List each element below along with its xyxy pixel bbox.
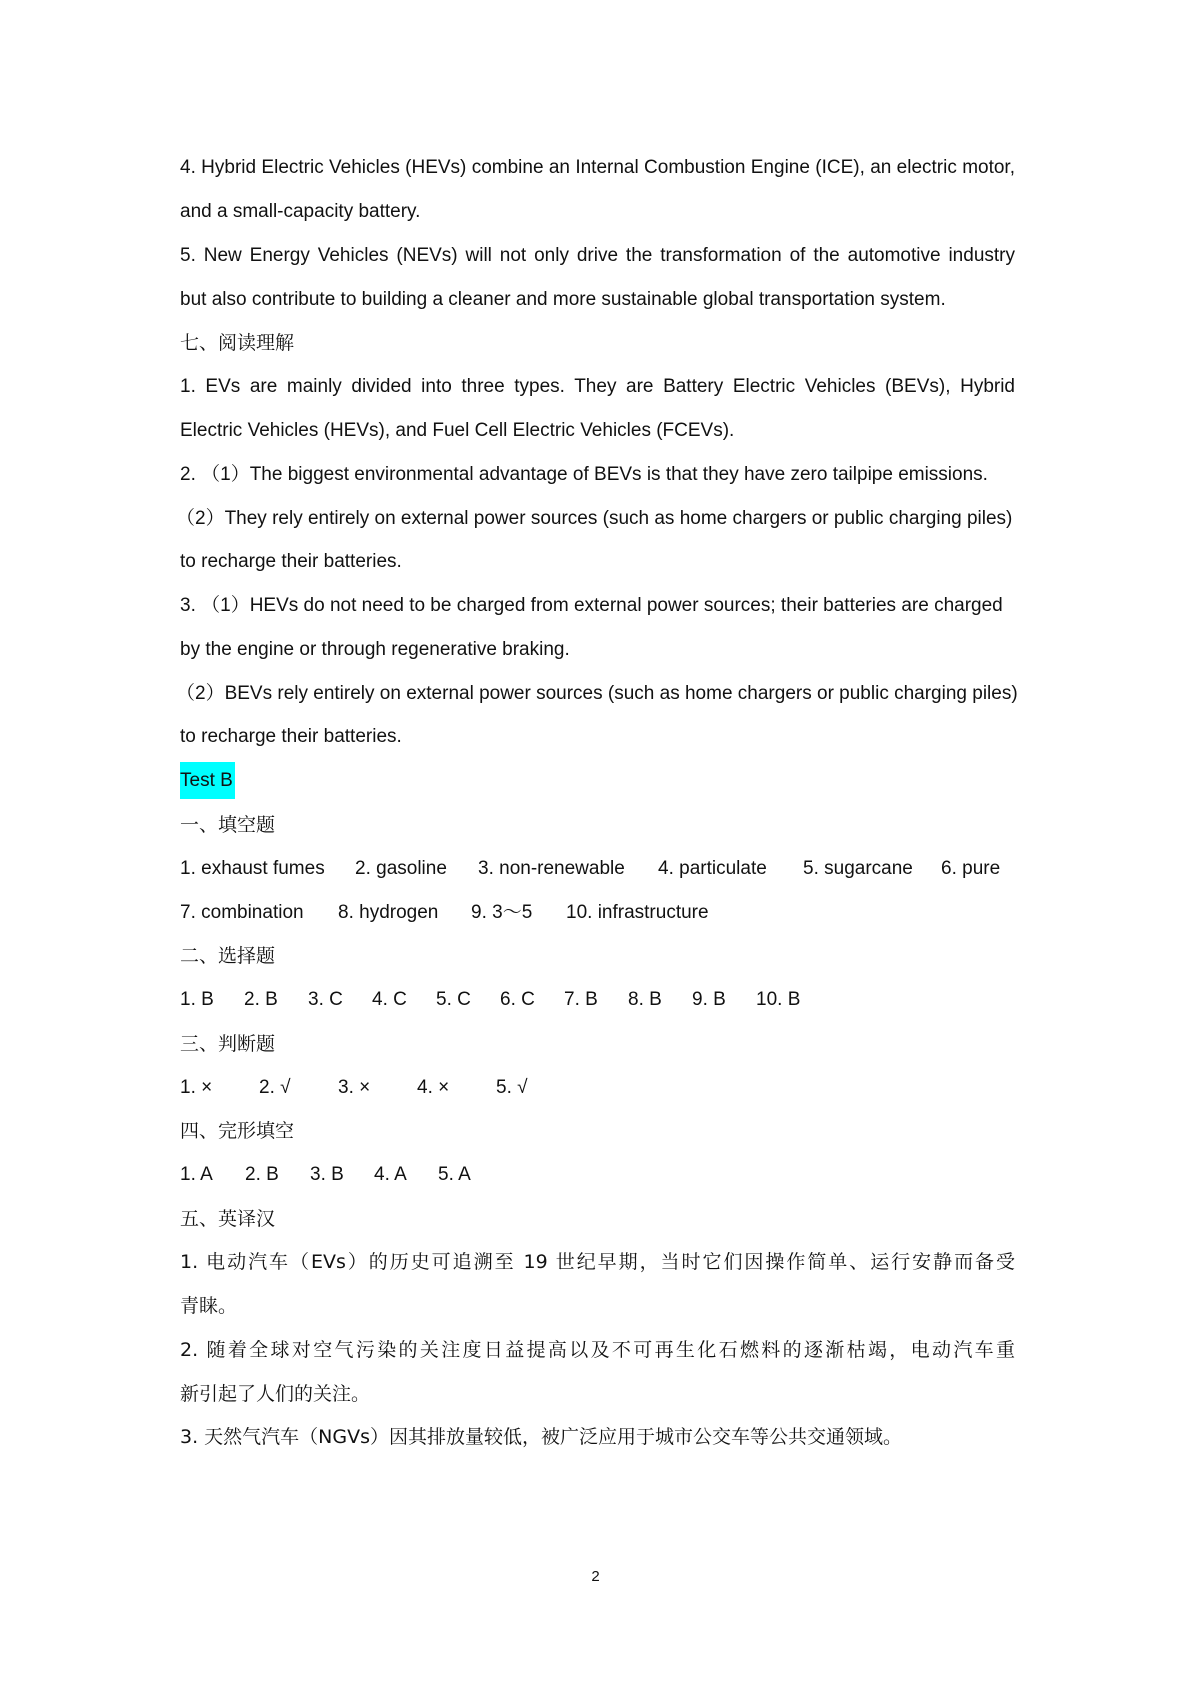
cloze-answers-row [180,1163,1015,1187]
cloze-answer: 1. A [180,1164,213,1185]
fill-answer: 9. 3～5 [471,902,533,923]
section-heading-choice: 二、选择题 [180,945,276,967]
reading-1-line-1: 1. EVs are mainly divided into three types. They are Battery Electric Vehicles (BEVs), Hybrid [180,376,1015,397]
fill-answer: 10. infrastructure [566,902,709,923]
cloze-answer: 4. A [374,1164,407,1185]
fill-answer: 3. non-renewable [478,858,625,879]
choice-answer: 6. C [500,989,535,1010]
answer-4-line-2: and a small-capacity battery. [180,201,421,222]
reading-3-line-2: by the engine or through regenerative braking. [180,639,570,660]
choice-answers-row [180,988,1015,1012]
answer-4-line-1: 4. Hybrid Electric Vehicles (HEVs) combine an Internal Combustion Engine (ICE), an electric motor, [180,157,1015,178]
reading-1-line-2: Electric Vehicles (HEVs), and Fuel Cell Electric Vehicles (FCEVs). [180,420,735,441]
cloze-answer: 5. A [438,1164,471,1185]
translation-3-line-1: 3. 天然气汽车（NGVs）因其排放量较低，被广泛应用于城市公交车等公共交通领域。 [180,1426,903,1448]
translation-2-line-2: 新引起了人们的关注。 [180,1383,371,1405]
judge-answer: 5. √ [496,1077,528,1098]
judge-answer: 4. × [417,1077,450,1098]
true-false-answers-row [180,1076,1015,1100]
reading-3-line-4: to recharge their batteries. [180,726,402,747]
translation-2-line-1: 2. 随着全球对空气污染的关注度日益提高以及不可再生化石燃料的逐渐枯竭，电动汽车重 [180,1339,1015,1361]
test-b-label: Test B [180,762,235,799]
section-heading-true-false: 三、判断题 [180,1033,276,1055]
choice-answer: 7. B [564,989,598,1010]
choice-answer: 4. C [372,989,407,1010]
section-heading-translation: 五、英译汉 [180,1208,276,1230]
fill-answer: 6. pure [941,858,1001,879]
page-number: 2 [591,1568,600,1585]
test-b-label-row [180,769,1015,793]
fill-answer: 4. particulate [658,858,767,879]
fill-answer: 8. hydrogen [338,902,439,923]
fill-blank-row-1 [180,857,1015,881]
fill-answer: 7. combination [180,902,304,923]
fill-answer: 5. sugarcane [803,858,913,879]
judge-answer: 3. × [338,1077,371,1098]
judge-answer: 1. × [180,1077,213,1098]
choice-answer: 9. B [692,989,726,1010]
choice-answer: 1. B [180,989,214,1010]
reading-3-line-3: （2）BEVs rely entirely on external power sources (such as home chargers or public charging piles) [176,683,1018,704]
reading-2-line-2: （2）They rely entirely on external power sources (such as home chargers or public charging piles) [176,508,1013,529]
judge-answer: 2. √ [259,1077,291,1098]
answer-5-line-1: 5. New Energy Vehicles (NEVs) will not only drive the transformation of the automotive industry [180,245,1015,266]
choice-answer: 8. B [628,989,662,1010]
section-heading-reading: 七、阅读理解 [180,332,295,354]
cloze-answer: 2. B [245,1164,279,1185]
answer-5-line-2: but also contribute to building a cleaner and more sustainable global transportation system. [180,289,946,310]
choice-answer: 10. B [756,989,801,1010]
translation-1-line-2: 青睐。 [180,1295,238,1317]
cloze-answer: 3. B [310,1164,344,1185]
fill-blank-row-2 [180,901,1015,925]
choice-answer: 2. B [244,989,278,1010]
translation-1-line-1: 1. 电动汽车（EVs）的历史可追溯至 19 世纪早期，当时它们因操作简单、运行安静而备受 [180,1251,1015,1273]
section-heading-fill-blank: 一、填空题 [180,814,276,836]
choice-answer: 5. C [436,989,471,1010]
choice-answer: 3. C [308,989,343,1010]
fill-answer: 2. gasoline [355,858,447,879]
fill-answer: 1. exhaust fumes [180,858,325,879]
reading-2-line-1: 2. （1）The biggest environmental advantage of BEVs is that they have zero tailpipe emissions. [180,464,988,485]
reading-2-line-3: to recharge their batteries. [180,551,402,572]
section-heading-cloze: 四、完形填空 [180,1120,295,1142]
reading-3-line-1: 3. （1）HEVs do not need to be charged from external power sources; their batteries are charged [180,595,1003,616]
